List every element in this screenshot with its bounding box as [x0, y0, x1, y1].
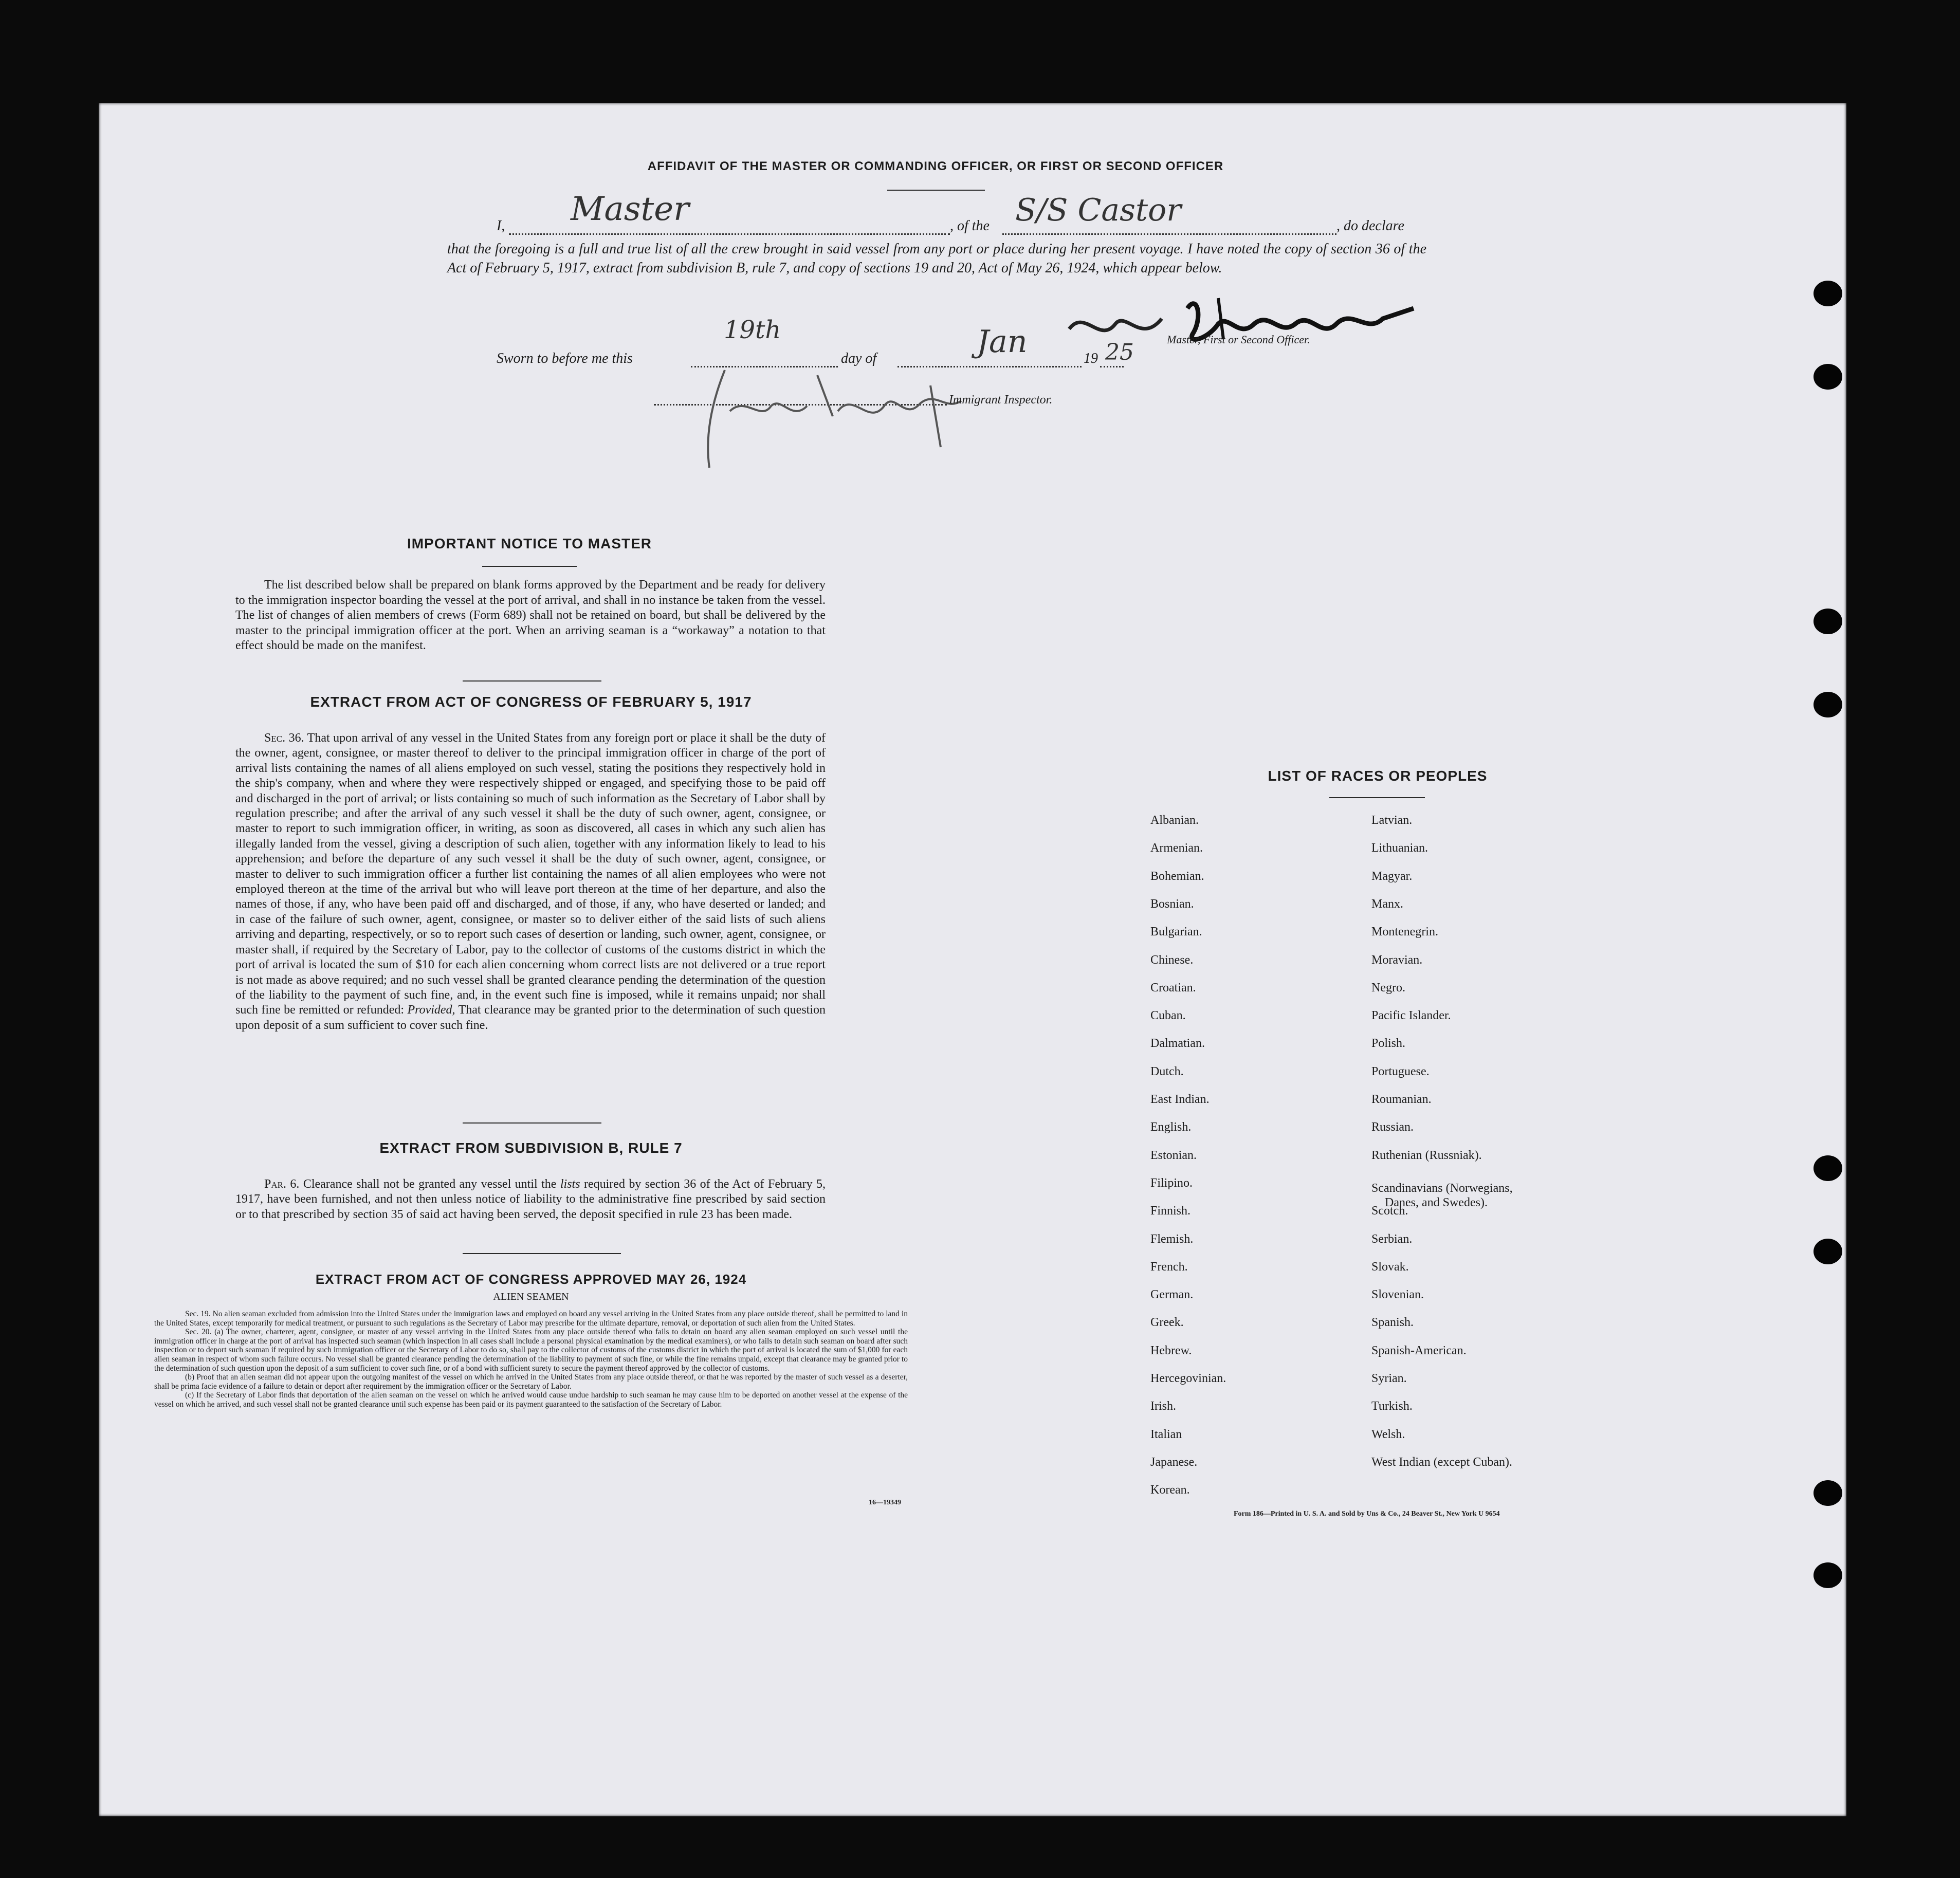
race-item: East Indian.	[1150, 1093, 1210, 1106]
punch-hole	[1814, 1480, 1842, 1506]
race-item: Turkish.	[1371, 1400, 1413, 1413]
race-item: Scandinavians (Norwegians,	[1371, 1181, 1513, 1195]
paragraph-text-b: required by section 36 of the Act of February 5, 1917, have been furnished, and not then unless notice of liability to the administrative fine prescribed by said section or to that prescribed by section 35 of said act having been served, the deposit specified in rule 23 has been made.	[235, 1177, 826, 1221]
race-item: Greek.	[1150, 1316, 1184, 1330]
day-label: day of	[841, 351, 877, 366]
extract-1924-body	[154, 1310, 908, 1409]
divider	[463, 1122, 601, 1124]
race-item: Moravian.	[1371, 953, 1423, 967]
race-item: Chinese.	[1150, 953, 1194, 967]
race-item: Croatian.	[1150, 981, 1196, 995]
extract-1917-body	[235, 731, 826, 1033]
race-item: French.	[1150, 1260, 1188, 1274]
race-item: Spanish-American.	[1371, 1343, 1467, 1357]
divider	[463, 680, 601, 682]
race-item: Roumanian.	[1371, 1093, 1432, 1106]
section-label: Sec. 36.	[264, 731, 304, 745]
race-item: Cuban.	[1150, 1009, 1186, 1023]
inspector-signature	[684, 355, 972, 481]
race-item: West Indian (except Cuban).	[1371, 1455, 1512, 1469]
form-code: 16—19349	[869, 1499, 901, 1506]
race-item: Korean.	[1150, 1483, 1190, 1497]
race-item: Latvian.	[1371, 814, 1413, 827]
race-item: Flemish.	[1150, 1232, 1194, 1246]
proviso-text: That clearance may be granted prior to the determination of such question upon deposit of a sum sufficient to cover such fine.	[235, 1003, 826, 1032]
extract-1924-heading: EXTRACT FROM ACT OF CONGRESS APPROVED MAY 26, 1924	[315, 1272, 747, 1287]
race-item: Spanish.	[1371, 1316, 1414, 1330]
divider	[1329, 797, 1425, 798]
race-item: Filipino.	[1150, 1176, 1193, 1190]
proviso-word: Provided,	[407, 1003, 455, 1017]
race-item: Bosnian.	[1150, 897, 1194, 911]
punch-hole	[1814, 364, 1842, 390]
punch-hole	[1814, 1155, 1842, 1181]
race-item: Portuguese.	[1371, 1064, 1430, 1078]
subdivision-b-body	[235, 1177, 826, 1222]
extract-1917-heading: EXTRACT FROM ACT OF CONGRESS OF FEBRUARY 5, 1917	[310, 694, 752, 710]
master-name-handwritten: Master	[571, 190, 689, 228]
vessel-line	[1002, 233, 1336, 235]
declare-line-suffix: , do declare	[1336, 218, 1404, 234]
race-item: Slovenian.	[1371, 1288, 1424, 1302]
month-handwritten: Jan	[977, 324, 1028, 360]
race-item: Russian.	[1371, 1120, 1414, 1134]
race-item: Finnish.	[1150, 1204, 1191, 1218]
affidavit-body: that the foregoing is a full and true list of all the crew brought in said vessel from any port or place during her present voyage. I have noted the copy of section 36 of the Act of February 5, 1917, extract from subdivision B, rule 7, and copy of sections 19 and 20, Act of May 26, 1924, which appear below.	[447, 241, 1426, 276]
notice-heading: IMPORTANT NOTICE TO MASTER	[407, 536, 652, 551]
race-item: Dalmatian.	[1150, 1037, 1205, 1051]
race-item: English.	[1150, 1120, 1192, 1134]
race-item: Dutch.	[1150, 1064, 1184, 1078]
race-item: Negro.	[1371, 981, 1405, 995]
notice-body: The list described below shall be prepared on blank forms approved by the Department and be ready for delivery to the immigration inspector boarding the vessel at the port of arrival, and shall in no instance be taken from the vessel. The list of changes of alien members of crews (Form 689) shall not be retained on board, but shall be delivered by the master to the principal immigration officer at the port. When an arriving seaman is a “workaway” a notation to that effect should be made on the manifest.	[235, 578, 826, 652]
divider	[482, 566, 577, 567]
race-item: Ruthenian (Russniak).	[1371, 1148, 1482, 1162]
punch-hole	[1814, 281, 1842, 306]
race-item: Armenian.	[1150, 841, 1203, 855]
name-line	[509, 233, 950, 235]
declare-line-prefix: I,	[497, 218, 505, 234]
section-text: That upon arrival of any vessel in the United States from any foreign port or place it shall be the duty of the owner, agent, consignee, or master thereof to deliver to the principal immigration officer in charge of the port of arrival lists containing the names of all aliens employed on such vessel, stating the positions they respectively hold in the ship's company, when and where they were respectively shipped or engaged, and specifying those to be paid off and discharged in the port of arrival; or lists containing so much of such information as the Secretary of Labor shall by regulation prescribe; and after the arrival of any such vessel it shall be the duty of such owner, agent, consignee, or master to report to such immigration officer, in writing, as soon as discovered, all cases in which any such alien has illegally landed from the vessel, giving a description of such alien, together with any information likely to lead to his apprehension; and before the departure of any such vessel it shall be the duty of such owner, agent, consignee, or master to deliver to such immigration officer a further list containing the names of all alien employees who were not employed thereon at the time of the arrival but who will leave port thereon at the time of her departure, and also the names of those, if any, who have been paid off and discharged, and of those, if any, who have deserted or landed; and in case of the failure of such owner, agent, consignee, or master so to deliver either of the said lists of such aliens arriving and departing, respectively, or so to report such cases of desertion or landing, such owner, agent, consignee, or master shall, if required by the Secretary of Labor, pay to the collector of customs of the customs district in which the port of arrival is located the sum of $10 for each alien concerning whom correct lists are not delivered or a true report is not made as above required; and no such vessel shall be granted clearance pending the determination of the question of the liability to the payment of such fine, and, in the event such fine is imposed, while it remains unpaid; nor shall such fine be remitted or refunded:	[235, 731, 826, 1017]
race-item: Montenegrin.	[1371, 925, 1438, 939]
race-item: Welsh.	[1371, 1427, 1405, 1441]
race-item: Bohemian.	[1150, 869, 1204, 883]
race-item: Albanian.	[1150, 814, 1199, 827]
race-item: Lithuanian.	[1371, 841, 1428, 855]
affidavit-heading: AFFIDAVIT OF THE MASTER OR COMMANDING OFFICER, OR FIRST OR SECOND OFFICER	[647, 159, 1224, 173]
section-20b: (b) Proof that an alien seaman did not appear upon the outgoing manifest of the vessel on which he arrived in the United States from any place outside thereof, or that he was reported by the master of such vessel as a deserter, shall be prima facie evidence of a failure to detain or deport after requirement by the immigration officer or the Secretary of Labor.	[154, 1373, 908, 1391]
races-heading: LIST OF RACES OR PEOPLES	[1268, 768, 1488, 784]
punch-hole	[1814, 1239, 1842, 1264]
printer-footer: Form 186—Printed in U. S. A. and Sold by Uns & Co., 24 Beaver St., New York U 9654	[1234, 1510, 1500, 1518]
paragraph-text-a: Clearance shall not be granted any vessel until the	[303, 1177, 557, 1191]
punch-hole	[1814, 692, 1842, 717]
alien-seamen-subheading: ALIEN SEAMEN	[493, 1291, 569, 1302]
day-handwritten: 19th	[724, 316, 781, 344]
master-signature	[1064, 288, 1424, 362]
section-20c: (c) If the Secretary of Labor finds that deportation of the alien seaman on the vessel on which he arrived would cause undue hardship to such seaman he may cause him to be deported on another vessel at the expense of the vessel on which he arrived, and such vessel shall not be granted clearance until such expense has been paid or its payment guaranteed to the satisfaction of the Secretary of Labor.	[154, 1391, 908, 1409]
race-item: Japanese.	[1150, 1455, 1198, 1469]
section-19: Sec. 19. No alien seaman excluded from admission into the United States under the immigration laws and employed on board any vessel arriving in the United States from any place outside thereof, shall be permitted to land in the United States, except temporarily for medical treatment, or pursuant to such regulations as the Secretary of Labor may prescribe for the ultimate departure, removal, or deportation of such alien from the United States.	[154, 1310, 908, 1328]
race-item: Hercegovinian.	[1150, 1372, 1226, 1385]
punch-hole	[1814, 1562, 1842, 1588]
divider	[887, 190, 985, 191]
race-item: Magyar.	[1371, 869, 1413, 883]
sworn-prefix: Sworn to before me this	[497, 351, 633, 366]
year-prefix: 19	[1084, 351, 1098, 366]
race-item: Bulgarian.	[1150, 925, 1202, 939]
race-item: Estonian.	[1150, 1148, 1197, 1162]
declare-line-middle: , of the	[950, 218, 990, 234]
master-caption: Master, First or Second Officer.	[1167, 333, 1310, 346]
race-item: Pacific Islander.	[1371, 1009, 1451, 1023]
race-item: Polish.	[1371, 1037, 1406, 1051]
race-item: German.	[1150, 1288, 1194, 1302]
race-item: Scotch.	[1371, 1204, 1408, 1218]
inspector-caption: Immigrant Inspector.	[949, 393, 1053, 407]
race-item: Syrian.	[1371, 1372, 1407, 1385]
race-item: Manx.	[1371, 897, 1403, 911]
vessel-name-handwritten: S/S Castor	[1015, 192, 1181, 228]
race-item: Italian	[1150, 1427, 1182, 1441]
race-item: Hebrew.	[1150, 1343, 1192, 1357]
paragraph-label: Par. 6.	[264, 1177, 300, 1191]
subdivision-b-heading: EXTRACT FROM SUBDIVISION B, RULE 7	[379, 1140, 683, 1156]
race-item: Serbian.	[1371, 1232, 1413, 1246]
year-line	[1100, 366, 1124, 367]
section-20a: Sec. 20. (a) The owner, charterer, agent, consignee, or master of any vessel arriving in the United States from any place outside thereof who fails to detain on board any alien seaman employed on such vessel until the immigration officer in charge at the port of arrival has inspected such seaman (which inspection in all cases shall include a personal physical examination by the medical examiners), or who fails to detain such seaman on board after such inspection or to deport such seaman if required by such immigration officer or the Secretary of Labor to do so, shall pay to the collector of customs of the customs district in which the port of arrival is located the sum of $1,000 for each alien seaman in respect of whom such failure occurs. No vessel shall be granted clearance pending the determination of the liability to payment of such fine, or while the fine remains unpaid, except that clearance may be granted prior to the determination of such question upon the deposit of a sum sufficient to cover such fine, or of a bond with sufficient surety to secure the payment thereof approved by the collector of customs.	[154, 1328, 908, 1373]
year-handwritten: 25	[1105, 339, 1134, 365]
race-item: Danes, and Swedes).	[1385, 1195, 1488, 1209]
race-item: Irish.	[1150, 1400, 1176, 1413]
punch-hole	[1814, 609, 1842, 634]
divider	[463, 1253, 621, 1254]
lists-word: lists	[560, 1177, 580, 1191]
race-item: Slovak.	[1371, 1260, 1409, 1274]
